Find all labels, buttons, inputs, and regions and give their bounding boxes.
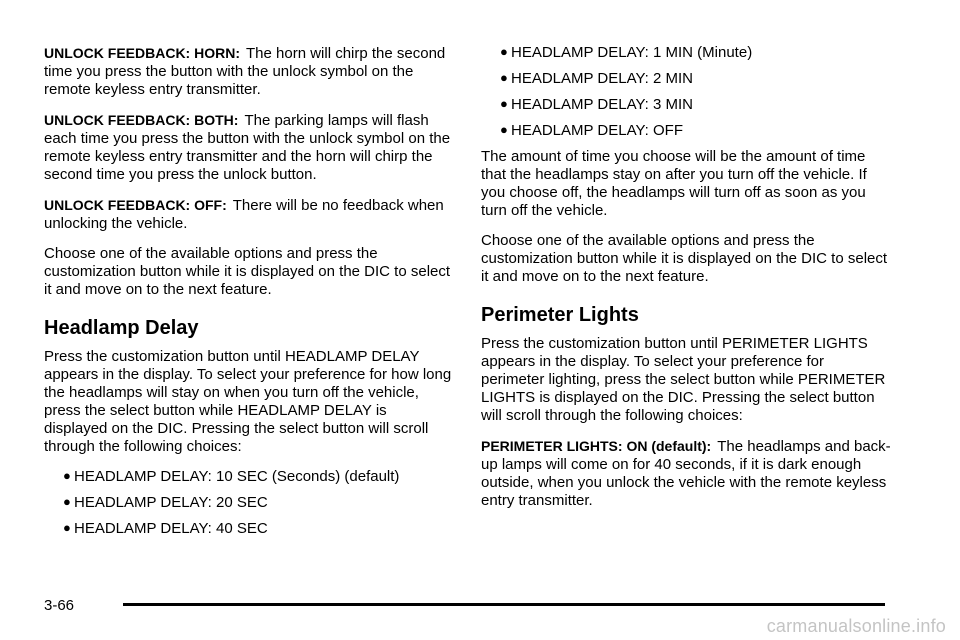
left-column [44,44,454,546]
list-item-text: HEADLAMP DELAY: 1 MIN (Minute) [511,44,753,61]
term-label: UNLOCK FEEDBACK: HORN: [44,45,240,61]
list-item [481,122,891,140]
perimeter-lights-on-paragraph [481,437,891,510]
term-label: UNLOCK FEEDBACK: BOTH: [44,112,239,128]
list-item [44,520,454,538]
paragraph-text: There will be no feedback when unlocking the vehicle. [44,197,444,232]
watermark: carmanualsonline.info [766,616,946,636]
bullet-dot-icon: ● [500,122,508,137]
list-item [481,44,891,62]
choose-option-paragraph: Choose one of the available options and press the customization button while it is displayed on the DIC to select it and move on to the next feature. [481,232,888,285]
choose-option-paragraph: Choose one of the available options and press the customization button while it is displayed on the DIC to select it and move on to the next feature. [44,245,451,298]
list-item-text: HEADLAMP DELAY: 20 SEC [74,494,268,511]
term-label: PERIMETER LIGHTS: ON (default): [481,438,712,454]
headlamp-delay-list-continued [481,44,891,140]
list-item [481,96,891,114]
headlamp-delay-heading: Headlamp Delay [44,317,199,339]
footer-rule [123,603,885,606]
list-item-text: HEADLAMP DELAY: 3 MIN [511,96,694,113]
list-item-text: HEADLAMP DELAY: 40 SEC [74,520,268,537]
list-item-text: HEADLAMP DELAY: 2 MIN [511,70,694,87]
term-label: UNLOCK FEEDBACK: OFF: [44,197,227,213]
unlock-feedback-both-paragraph [44,111,454,184]
right-column [481,44,891,522]
headlamp-time-paragraph: The amount of time you choose will be the amount of time that the headlamps stay on after you turn off the vehicle. If you choose off, the headlamps will turn off as soon as you turn off the vehicle. [481,148,867,219]
headlamp-delay-paragraph: Press the customization button until HEADLAMP DELAY appears in the display. To select your preference for how long the headlamps will stay on when you turn off the vehicle, press the select button while HEADLAMP DELAY is displayed on the DIC. Pressing the select button will scroll through the following choices: [44,348,452,455]
page-number: 3-66 [44,597,75,614]
unlock-feedback-off-paragraph [44,196,454,233]
list-item-text: HEADLAMP DELAY: 10 SEC (Seconds) (default) [74,468,400,485]
bullet-dot-icon: ● [500,70,508,85]
bullet-dot-icon: ● [63,468,71,483]
bullet-dot-icon: ● [63,520,71,535]
bullet-dot-icon: ● [500,44,508,59]
bullet-dot-icon: ● [63,494,71,509]
list-item [44,494,454,512]
perimeter-lights-heading: Perimeter Lights [481,304,639,326]
paragraph-text: The parking lamps will flash each time you press the button with the unlock symbol on the remote keyless entry transmitter and the horn will chirp the second time you press the unlock button. [44,112,451,183]
paragraph-text: The headlamps and back-up lamps will come on for 40 seconds, if it is dark enough outside, when you unlock the vehicle with the remote keyless entry transmitter. [481,438,891,509]
bullet-dot-icon: ● [500,96,508,111]
headlamp-delay-list [44,468,454,538]
list-item [44,468,454,486]
list-item-text: HEADLAMP DELAY: OFF [511,122,683,139]
list-item [481,70,891,88]
perimeter-lights-paragraph: Press the customization button until PERIMETER LIGHTS appears in the display. To select your preference for perimeter lighting, press the select button while PERIMETER LIGHTS is displayed on the DIC. Pressing the select button will scroll through the following choices: [481,335,886,424]
paragraph-text: The horn will chirp the second time you press the button with the unlock symbol on the remote keyless entry transmitter. [44,45,446,98]
unlock-feedback-horn-paragraph [44,44,454,99]
